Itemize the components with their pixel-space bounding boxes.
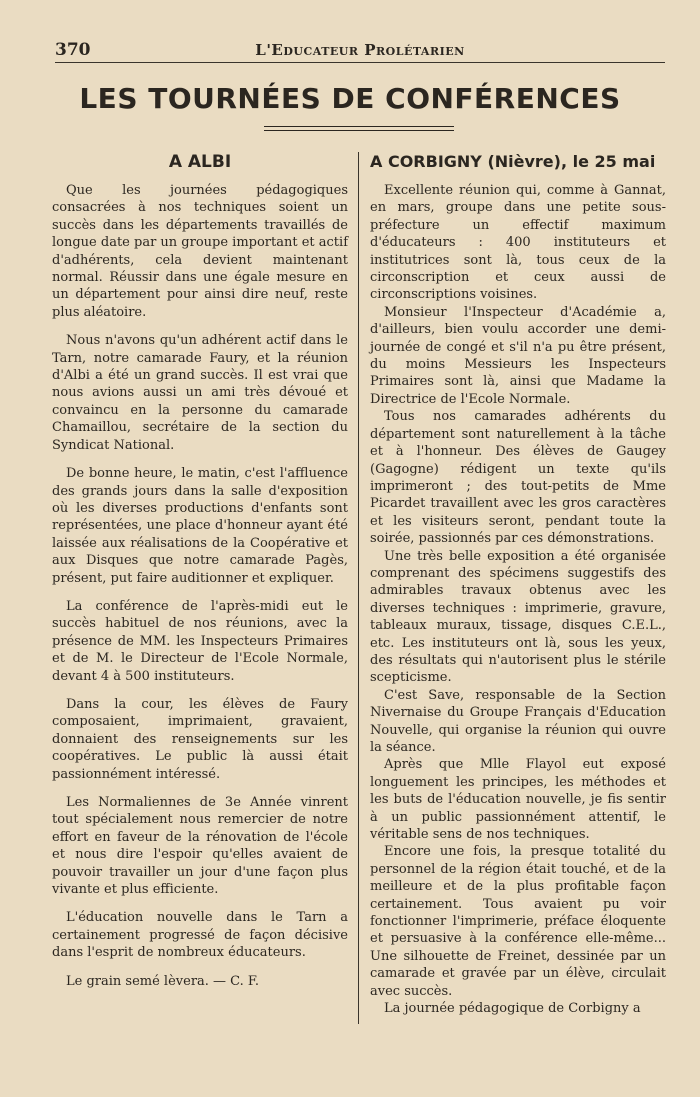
paragraph: La journée pédagogique de Corbigny a — [384, 1001, 641, 1017]
paragraph: Nous n'avons qu'un adhérent actif dans le Tarn, notre camarade Faury, et la réunion d'Albi a été un grand succès. Il est vrai que nous avions aussi un ami très dévoué et convaincu en la personne du camarade Chamaillou, secrétaire de la section du Syndicat National. — [52, 333, 348, 453]
paragraph: L'éducation nouvelle dans le Tarn a certainement progressé de façon décisive dans l'esprit de nombreux éducateurs. — [52, 910, 348, 961]
paragraph: La conférence de l'après-midi eut le succès habituel de nos réunions, avec la présence de MM. les Inspecteurs Primaires et de M. le Directeur de l'Ecole Normale, devant 4 à 500 instituteurs. — [52, 598, 348, 684]
column-divider — [358, 152, 359, 1024]
signature-line: Le grain semé lèvera. — C. F. — [66, 973, 260, 989]
left-column — [52, 150, 348, 1001]
paragraph: Que les journées pédagogiques consacrées à nos techniques soient un succès dans les départements travaillés de longue date par un groupe important et actif d'adhérents, cela devient maintenant normal. Réussir dans une égale mesure en un département pour ainsi dire neuf, reste plus aléatoire. — [52, 183, 349, 320]
paragraph: Dans la cour, les élèves de Faury composaient, imprimaient, gravaient, donnaient des renseignements sur les coopératives. Le public là aussi était passionnément intéressé. — [52, 696, 348, 782]
running-header — [55, 38, 665, 63]
paragraph: Les Normaliennes de 3e Année vinrent tout spécialement nous remercier de notre effort en faveur de la rénovation de l'école et nous dire l'espoir qu'elles avaient de pouvoir travailler un jour d'une façon plus vivante et plus efficiente. — [52, 795, 348, 898]
article-title: LES TOURNÉES DE CONFÉRENCES — [79, 82, 621, 115]
paragraph: Tous nos camarades adhérents du département sont naturellement à la tâche et à l'honneur. Des élèves de Gaugey (Gagogne) rédigent un texte qu'ils imprimeront ; des tout-petits de Mme Picardet travaillent avec les gros caractères et les visiteurs seront, pendant toute la soirée, passionnés par ces démonstrations. — [370, 409, 666, 547]
title-underline — [264, 126, 454, 131]
section-heading-corbigny: A CORBIGNY (Nièvre), le 25 mai — [370, 152, 656, 171]
paragraph: Excellente réunion qui, comme à Gannat, en mars, groupe dans une petite sous-préfecture un effectif maximum d'éducateurs : 400 instituteurs et institutrices sont là, tous ceux de la circonscription et ceux aussi de circonscriptions voisines. — [370, 183, 666, 303]
section-heading-albi: A ALBI — [168, 152, 232, 172]
paragraph: Après que Mlle Flayol eut exposé longuement les principes, les méthodes et les buts de l'éducation nouvelle, je fis sentir à un public passionnément attentif, le véritable sens de nos techniques. — [370, 757, 666, 843]
paragraph: Encore une fois, la presque totalité du personnel de la région était touché, et de la meilleure et de la plus profitable façon certainement. Tous avaient pu voir fonctionner l'imprimerie, préface éloquente et persuasive à la conférence elle-même... Une silhouette de Freinet, dessinée par un camarade et gravée par un élève, circulait avec succès. — [370, 844, 666, 999]
paragraph: C'est Save, responsable de la Section Nivernaise du Groupe Français d'Education Nouvelle, qui organise la réunion qui ouvre la séance. — [370, 687, 666, 755]
journal-name: L'Educateur Prolétarien — [255, 41, 465, 59]
paragraph: De bonne heure, le matin, c'est l'affluence des grands jours dans la salle d'exposition où les diverses productions d'enfants sont représentées, une place d'honneur ayant été laissée aux réalisations de la Coopérative et aux Disques que notre camarade Pagès, présent, put faire auditionner et expliquer. — [52, 466, 348, 586]
right-column — [370, 150, 666, 1018]
paragraph: Monsieur l'Inspecteur d'Académie a, d'ailleurs, bien voulu accorder une demi-journée de congé et s'il n'a pu être présent, du moins Messieurs les Inspecteurs Primaires sont là, ainsi que Madame la Directrice de l'Ecole Normale. — [370, 304, 666, 407]
page-number: 370 — [55, 40, 91, 60]
paragraph: Une très belle exposition a été organisée comprenant des spécimens suggestifs des admirables travaux obtenus avec les diverses techniques : imprimerie, gravure, tableaux muraux, tissage, disques C.E.L., etc. Les instituteurs ont là, sous les yeux, des résultats qui n'autorisent plus le stérile scepticisme. — [370, 548, 666, 686]
